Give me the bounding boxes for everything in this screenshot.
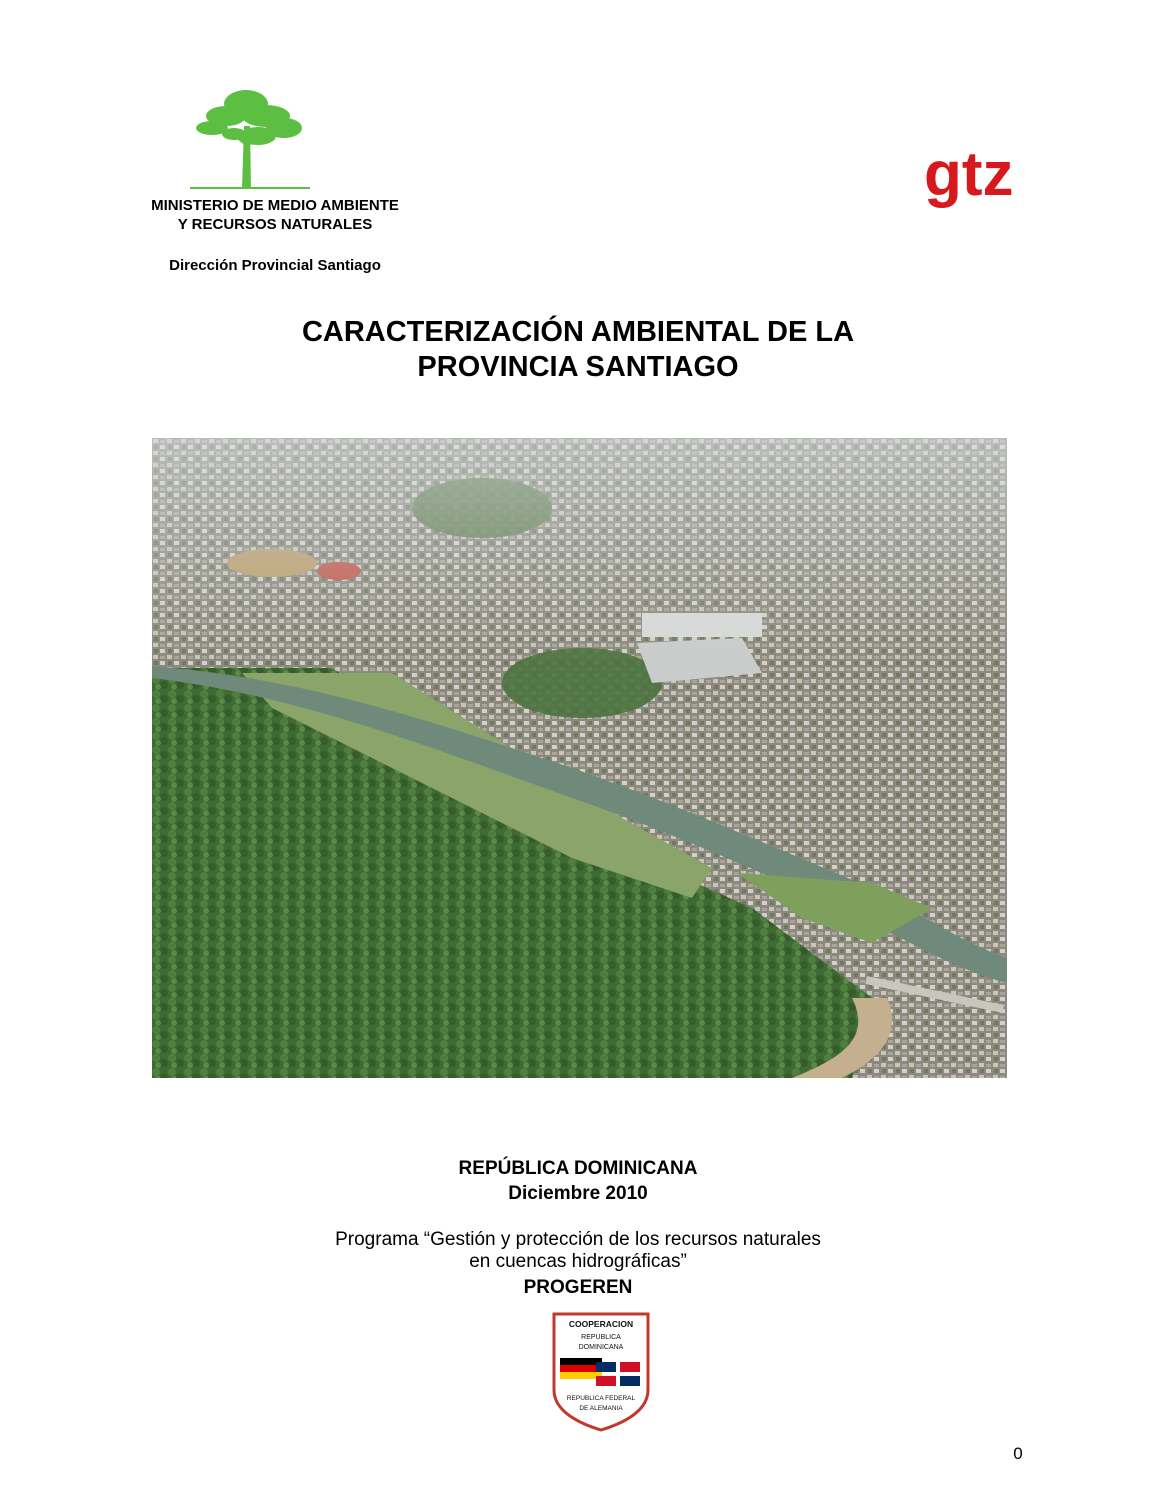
page-number: 0 xyxy=(1013,1444,1023,1463)
country-date-block xyxy=(300,1156,856,1206)
country-name: REPÚBLICA DOMINICANA xyxy=(458,1158,698,1179)
cooperation-badge xyxy=(551,1312,651,1432)
program-name xyxy=(240,1229,916,1273)
badge-text-alemania: DE ALEMANIA xyxy=(579,1405,623,1412)
document-title-line2: PROVINCIA SANTIAGO xyxy=(417,351,739,383)
program-name-line2: en cuencas hidrográficas” xyxy=(469,1251,687,1272)
badge-text-republica: REPUBLICA xyxy=(581,1334,621,1341)
direccion-provincial: Dirección Provincial Santiago xyxy=(169,257,381,274)
badge-text-republica-federal: REPUBLICA FEDERAL xyxy=(566,1395,636,1402)
gtz-logo-text: gtz xyxy=(924,143,1014,209)
program-acronym: PROGEREN xyxy=(523,1277,633,1298)
aerial-photo xyxy=(152,438,1007,1078)
gtz-logo xyxy=(922,143,1037,223)
program-name-line1: Programa “Gestión y protección de los recursos naturales xyxy=(335,1229,821,1250)
german-flag-icon xyxy=(560,1358,602,1379)
ministry-tree-logo xyxy=(188,86,312,192)
badge-text-cooperacion: COOPERACION xyxy=(568,1319,634,1329)
ministry-name xyxy=(130,196,420,234)
ministry-name-line1: MINISTERIO DE MEDIO AMBIENTE xyxy=(151,197,399,214)
document-title-line1: CARACTERIZACIÓN AMBIENTAL DE LA xyxy=(301,316,855,348)
publication-date: Diciembre 2010 xyxy=(508,1183,648,1204)
document-title xyxy=(200,315,956,385)
badge-text-dominicana: DOMINICANA xyxy=(578,1344,624,1351)
ministry-name-line2: Y RECURSOS NATURALES xyxy=(177,216,373,233)
